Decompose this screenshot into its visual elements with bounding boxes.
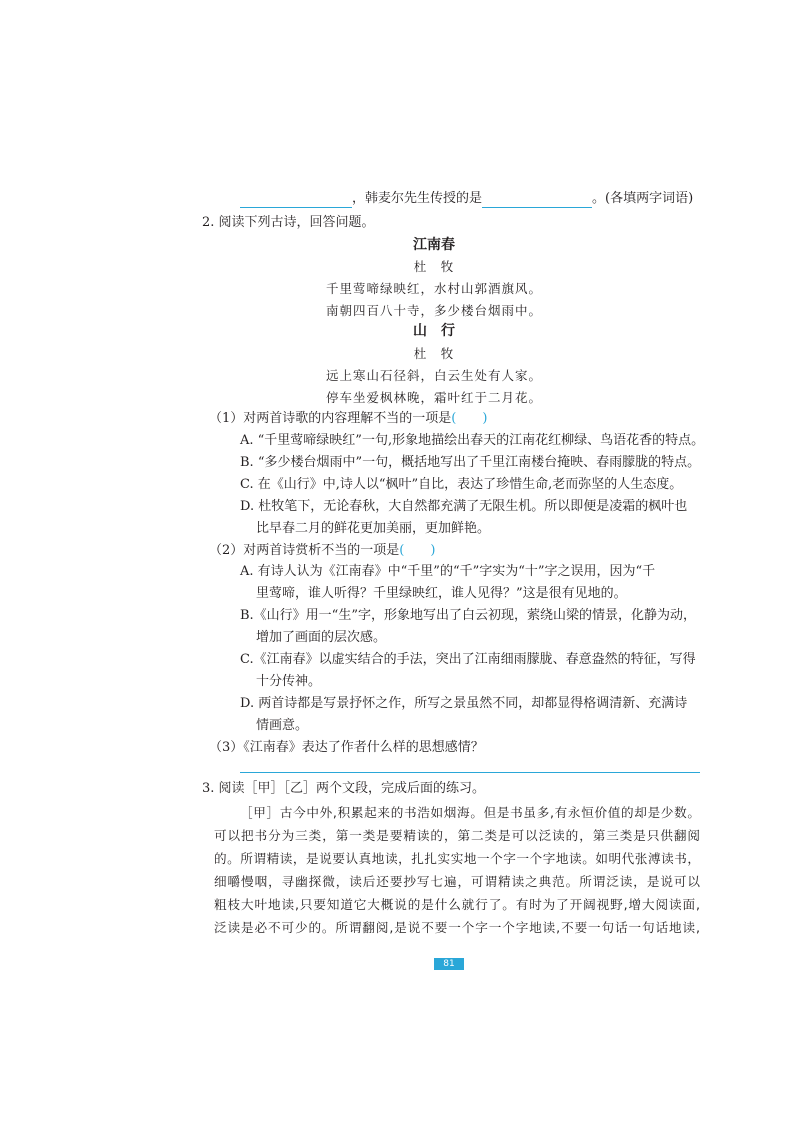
sub-question-1: （1）对两首诗歌的内容理解不当的一项是( ) — [209, 411, 488, 426]
answer-blank-2[interactable] — [482, 193, 592, 208]
option-1b: B. “多少楼台烟雨中”一句，概括地写出了千里江南楼台掩映、春雨朦胧的特点。 — [240, 455, 701, 470]
poem1-line-1: 千里莺啼绿映红，水村山郭酒旗风。 — [325, 281, 542, 296]
poem1-author: 杜 牧 — [413, 259, 455, 274]
option-1d-cont: 比早春二月的鲜花更加美丽，更加鲜艳。 — [256, 521, 491, 536]
answer-paren-2[interactable]: ( ) — [399, 543, 436, 558]
answer-line-3[interactable] — [240, 771, 700, 773]
poem2-line-2: 停车坐爱枫林晚，霜叶红于二月花。 — [325, 390, 542, 405]
poem2-line-1: 远上寒山石径斜，白云生处有人家。 — [325, 368, 542, 383]
passage-jia-line-1: ［甲］古今中外,积累起来的书浩如烟海。但是书虽多,有永恒价值的却是少数。 — [240, 805, 700, 820]
poem1-title: 江南春 — [413, 237, 455, 253]
passage-jia-line-4: 细嚼慢咽，寻幽探微，读后还要抄写七遍，可谓精读之典范。所谓泛读，是说可以 — [214, 874, 700, 889]
option-1a: A. “千里莺啼绿映红”一句,形象地描绘出春天的江南花红柳绿、鸟语花香的特点。 — [240, 433, 705, 448]
option-2d: D. 两首诗都是写景抒怀之作，所写之景虽然不同，却都显得格调清新、充满诗 — [240, 696, 688, 711]
option-2b-cont: 增加了画面的层次感。 — [256, 630, 387, 645]
answer-paren-1[interactable]: ( ) — [451, 411, 488, 426]
option-2c: C.《江南春》以虚实结合的手法，突出了江南细雨朦胧、春意盎然的特征，写得 — [240, 652, 696, 667]
fill-in-sentence: ，韩麦尔先生传授的是 。(各填两字词语) — [240, 190, 693, 208]
option-1d: D. 杜牧笔下，无论春秋，大自然都充满了无限生机。所以即便是凌霜的枫叶也 — [240, 499, 688, 514]
sub-question-3: （3）《江南春》表达了作者什么样的思想感情？ — [209, 740, 484, 755]
passage-jia-line-3: 的。所谓精读，是说要认真地读，扎扎实实地一个字一个字地读。如明代张溥读书， — [214, 851, 700, 866]
poem1-line-2: 南朝四百八十寺，多少楼台烟雨中。 — [325, 303, 542, 318]
option-1c: C. 在《山行》中,诗人以“枫叶”自比，表达了珍惜生命,老而弥坚的人生态度。 — [240, 477, 683, 492]
option-2a-cont: 里莺啼，谁人听得？千里绿映红，谁人见得？”这是很有见地的。 — [256, 586, 627, 601]
sub-question-2: （2）对两首诗赏析不当的一项是( ) — [209, 543, 436, 558]
option-2d-cont: 情画意。 — [256, 718, 309, 733]
option-2c-cont: 十分传神。 — [256, 674, 322, 689]
passage-jia-line-6: 泛读是必不可少的。所谓翻阅,是说不要一个字一个字地读,不要一句话一句话地读, — [214, 920, 700, 935]
answer-blank-1[interactable] — [240, 193, 352, 208]
poem2-title: 山 行 — [413, 323, 455, 339]
passage-jia-line-5: 粗枝大叶地读,只要知道它大概说的是什么就行了。有时为了开阔视野,增大阅读面, — [214, 897, 700, 912]
question-3-heading: 3. 阅读［甲］［乙］两个文段，完成后面的练习。 — [202, 781, 486, 796]
poem2-author: 杜 牧 — [413, 346, 455, 361]
page-number: 81 — [434, 958, 464, 970]
question-2-heading: 2. 阅读下列古诗，回答问题。 — [202, 215, 375, 230]
passage-jia-line-2: 可以把书分为三类，第一类是要精读的，第二类是可以泛读的，第三类是只供翻阅 — [214, 828, 700, 843]
option-2a: A. 有诗人认为《江南春》中“千里”的“千”字实为“十”字之误用，因为“千 — [240, 564, 656, 579]
option-2b: B.《山行》用一“生”字，形象地写出了白云初现，萦绕山梁的情景，化静为动， — [240, 608, 696, 623]
